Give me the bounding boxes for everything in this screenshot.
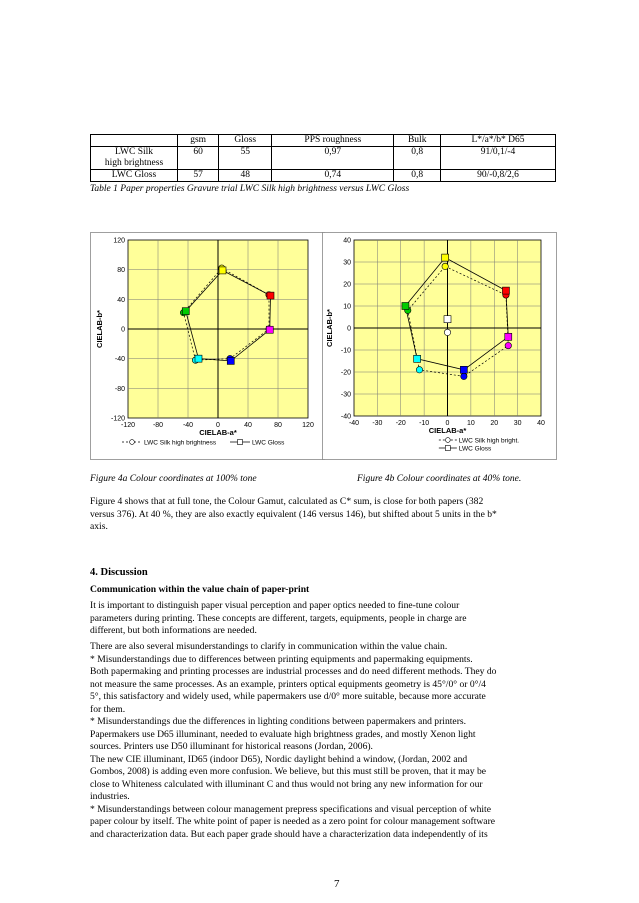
table-cell: 0,97 xyxy=(272,147,394,170)
y-tick-label: 120 xyxy=(113,237,125,245)
x-tick-label: -40 xyxy=(348,420,360,427)
y-tick-label: 80 xyxy=(117,267,125,275)
legend-label-silk: LWC Silk high bright. xyxy=(458,437,520,445)
y-tick-label: -80 xyxy=(114,385,125,393)
text-line: industries. xyxy=(90,791,130,802)
x-tick-label: 120 xyxy=(302,422,314,429)
data-point-silk xyxy=(442,263,448,269)
data-point-gloss xyxy=(402,303,409,310)
data-point-gloss xyxy=(505,333,512,340)
figure-4a-caption: Figure 4a Colour coordinates at 100% tone xyxy=(90,474,257,484)
x-tick-label: -10 xyxy=(419,420,430,427)
legend-marker-gloss xyxy=(445,446,450,451)
text-line: * Misunderstandings due to differences between printing equipments and papermaking equipments. xyxy=(90,653,473,665)
text-line: and characterization data. But each paper grade should have a characterization data independently of its xyxy=(90,828,488,840)
data-point-gloss xyxy=(219,267,226,274)
figure-4-paragraph xyxy=(90,496,556,534)
table-cell-name xyxy=(91,147,178,170)
text-line: * Misunderstandings between colour management prepress specifications and visual perception of white xyxy=(90,803,491,815)
table-cell: 57 xyxy=(178,170,219,182)
x-tick-label: -120 xyxy=(120,422,136,429)
x-tick-label: 10 xyxy=(466,420,475,427)
y-tick-label: 0 xyxy=(347,325,351,333)
data-point-gloss xyxy=(182,308,189,315)
text-line: different, but both informations are needed. xyxy=(90,625,257,636)
y-axis-label: CIELAB-b* xyxy=(325,309,334,347)
table-header-cell: L*/a*/b* D65 xyxy=(440,135,555,147)
x-tick-label: 30 xyxy=(513,420,522,427)
table-cell: 90/-0,8/2,6 xyxy=(440,170,555,182)
x-tick-label: 40 xyxy=(537,420,545,427)
legend-marker-silk xyxy=(130,440,135,445)
y-tick-label: 20 xyxy=(343,281,351,289)
table-cell: 48 xyxy=(219,170,272,182)
table-header-cell: Gloss xyxy=(219,135,272,147)
table-header-row xyxy=(91,135,556,147)
y-tick-label: -40 xyxy=(114,356,125,364)
legend-label-gloss: LWC Gloss xyxy=(252,439,285,447)
table-header-cell: Bulk xyxy=(394,135,441,147)
text-line: The new CIE illuminant, ID65 (indoor D65), Nordic daylight behind a window, (Jordan, 2002 and xyxy=(90,753,468,765)
text-line: paper colour by itself. The white point of paper is needed as a zero point for colour management software xyxy=(90,816,496,827)
table-cell: 0,8 xyxy=(394,147,441,170)
text-line: axis. xyxy=(90,521,108,532)
text-line: Gombos, 2008) is adding even more confusion. We believe, but this must still be proven, that it may be xyxy=(90,766,487,777)
paper-white-point-gloss xyxy=(444,316,451,323)
data-point-gloss xyxy=(227,357,234,364)
text-line: It is important to distinguish paper visual perception and paper optics needed to fine-tune colour xyxy=(90,600,460,611)
figure-4a-chart xyxy=(90,232,325,460)
row-name-line2: high brightness xyxy=(104,158,164,168)
data-point-gloss xyxy=(414,355,421,362)
table-row xyxy=(91,147,556,170)
data-point-gloss xyxy=(195,355,202,362)
y-tick-label: 30 xyxy=(343,259,351,267)
y-tick-label: 10 xyxy=(343,303,351,311)
data-point-silk xyxy=(505,342,511,348)
x-tick-label: 80 xyxy=(274,422,282,429)
figure-4b-caption: Figure 4b Colour coordinates at 40% tone. xyxy=(357,474,522,484)
y-tick-label: -10 xyxy=(340,347,351,355)
y-tick-label: 40 xyxy=(117,296,125,304)
text-line: Both papermaking and printing processes are industrial processes and do need different methods. They do xyxy=(90,666,497,677)
legend-marker-gloss xyxy=(238,440,243,445)
text-line: for them. xyxy=(90,703,126,715)
table-cell: 0,74 xyxy=(272,170,394,182)
data-point-silk xyxy=(416,367,422,373)
x-tick-label: -30 xyxy=(372,420,383,427)
text-line: 5°, this satisfactory and widely used, while papermakers use d/0° more suitable, because more accurate xyxy=(90,691,486,702)
text-line: * Misunderstandings due the differences in lighting conditions between papermakers and printers. xyxy=(90,716,467,727)
y-tick-label: -120 xyxy=(110,415,125,423)
paragraph-2 xyxy=(90,641,556,841)
legend-label-silk: LWC Silk high brightness xyxy=(144,439,217,447)
text-line: versus 376). At 40 %, they are also exactly equivalent (146 versus 146), but shifted about 5 units in the b* xyxy=(90,508,497,520)
table-caption: Table 1 Paper properties Gravure trial LWC Silk high brightness versus LWC Gloss xyxy=(90,184,410,194)
text-line: close to Whiteness calculated with illuminant C and thus would not bring any new information for our xyxy=(90,778,483,790)
text-line: sources. Printers use D50 illuminant for historical reasons (Jordan, 2006). xyxy=(90,741,373,752)
x-tick-label: -40 xyxy=(182,422,194,429)
y-tick-label: -30 xyxy=(340,391,351,399)
y-tick-label: 40 xyxy=(343,237,351,245)
y-tick-label: 0 xyxy=(121,326,125,334)
data-point-gloss xyxy=(502,287,509,294)
x-tick-label: 0 xyxy=(445,420,450,427)
text-line: Figure 4 shows that at full tone, the Colour Gamut, calculated as C* sum, is close for both papers (382 xyxy=(90,496,484,507)
x-tick-label: -80 xyxy=(152,422,164,429)
x-tick-label: 40 xyxy=(244,422,252,429)
table-cell: 60 xyxy=(178,147,219,170)
y-axis-label: CIELAB-b* xyxy=(95,310,104,348)
y-tick-label: -40 xyxy=(340,413,351,421)
table-cell: 91/0,1/-4 xyxy=(440,147,555,170)
data-point-silk xyxy=(461,373,467,379)
section-heading: 4. Discussion xyxy=(90,567,148,578)
table-cell-name: LWC Gloss xyxy=(91,170,178,182)
y-tick-label: -20 xyxy=(340,369,351,377)
data-point-gloss xyxy=(266,326,273,333)
table-row xyxy=(91,170,556,182)
paper-properties-table xyxy=(90,134,556,182)
figure-4b-chart xyxy=(322,232,557,460)
x-axis-label: CIELAB-a* xyxy=(428,426,467,435)
table-header-cell xyxy=(91,135,178,147)
text-line: parameters during printing. These concepts are different, targets, equipments, people in charge are xyxy=(90,612,467,624)
legend-label-gloss: LWC Gloss xyxy=(458,445,492,453)
data-point-gloss xyxy=(442,254,449,261)
x-axis-label: CIELAB-a* xyxy=(199,428,237,437)
table-header-cell: gsm xyxy=(178,135,219,147)
paragraph-1 xyxy=(90,600,556,638)
table-cell: 0,8 xyxy=(394,170,441,182)
text-line: Papermakers use D65 illuminant, needed to evaluate high brightness grades, and mostly Xenon light xyxy=(90,728,476,740)
table-header-cell: PPS roughness xyxy=(272,135,394,147)
x-tick-label: 0 xyxy=(216,422,220,429)
table-cell: 55 xyxy=(219,147,272,170)
subheading: Communication within the value chain of paper-print xyxy=(90,584,310,595)
x-tick-label: -20 xyxy=(395,420,406,427)
page-number: 7 xyxy=(334,878,340,890)
legend-marker-silk xyxy=(445,438,450,443)
paper-white-point-silk xyxy=(444,329,450,335)
text-line: There are also several misunderstandings to clarify in communication within the value chain. xyxy=(90,641,448,652)
data-point-gloss xyxy=(267,292,274,299)
row-name-line1: LWC Silk xyxy=(114,147,154,157)
text-line: not measure the same processes. As an example, printers optical equipments geometry is 45°/0° or 0°/4 xyxy=(90,678,486,690)
data-point-gloss xyxy=(460,366,467,373)
x-tick-label: 20 xyxy=(490,420,499,427)
